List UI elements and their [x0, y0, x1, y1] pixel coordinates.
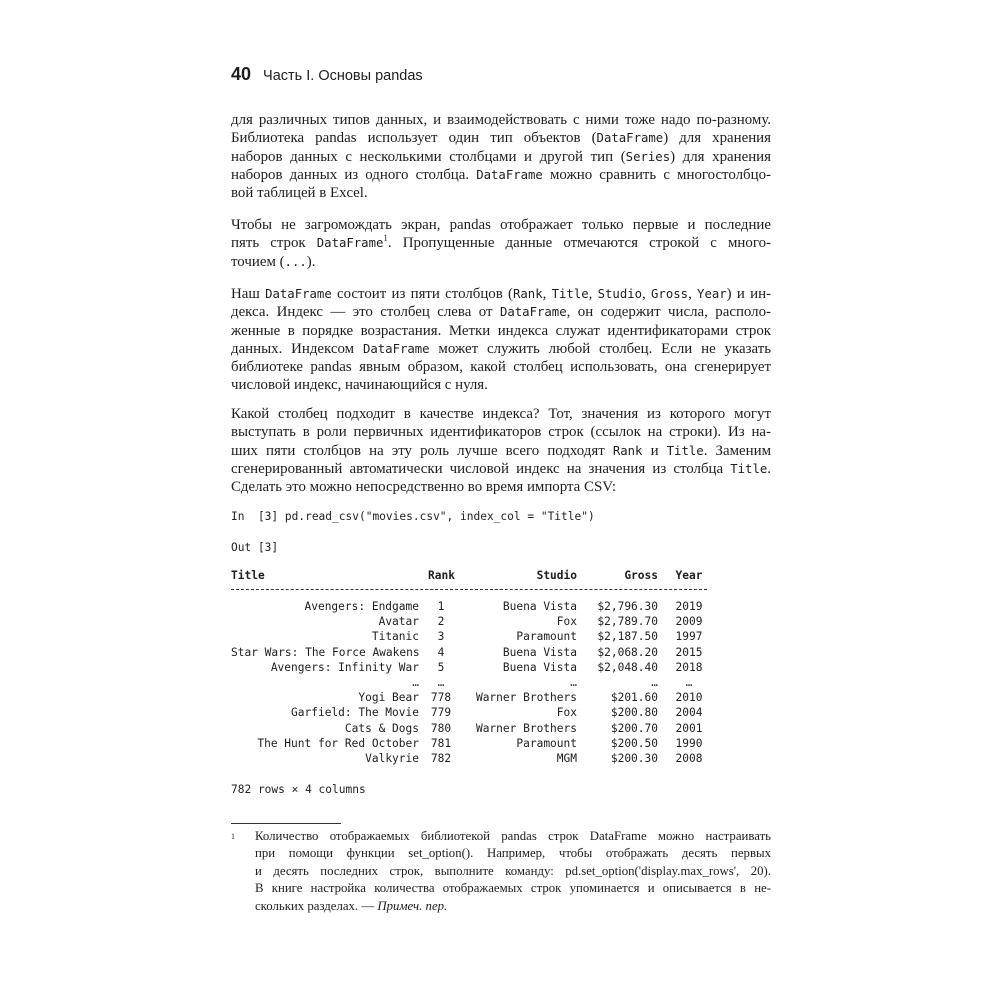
cell-studio: MGM	[556, 751, 577, 765]
text-run: В книге настройка количества отображаемых строк упоминается и описывается в не-	[255, 881, 771, 896]
cell-gross: $2,187.50	[597, 630, 658, 644]
cell-rank: 5	[437, 660, 445, 674]
text-run: ) и ин-	[726, 286, 772, 302]
cell-gross: $200.30	[610, 751, 658, 765]
paragraph-4	[231, 405, 771, 496]
column-header-studio: Studio	[536, 569, 577, 582]
table-rows-top	[231, 600, 711, 676]
inline-code: DataFrame	[265, 287, 332, 301]
cell-gross: $200.80	[610, 706, 658, 720]
cell-gross: $2,789.70	[597, 615, 658, 629]
text-run: наборов данных с несколькими столбцами и другой тип (	[231, 148, 626, 165]
cell-studio: Fox	[556, 706, 577, 720]
inline-code: Title	[730, 461, 768, 476]
text-line	[255, 880, 771, 897]
table-row	[231, 646, 711, 661]
text-line	[231, 234, 771, 252]
cell-rank: 780	[430, 721, 452, 735]
ellipsis-row: … … … … …	[412, 675, 693, 689]
text-line	[231, 340, 771, 358]
text-line	[231, 303, 771, 321]
cell-title: Titanic	[371, 630, 419, 644]
text-line	[231, 285, 771, 303]
text-run: состоит из пяти столбцов (	[331, 286, 513, 302]
text-run: Какой столбец подходит в качестве индекса? Тот, значения из которого могут	[231, 406, 771, 422]
table-row	[231, 706, 711, 721]
text-line	[231, 442, 771, 460]
text-run: . Пропущенные данные отмечаются строкой с много-	[387, 235, 771, 252]
text-run: Количество отображаемых библиотекой pandas строк DataFrame можно настраивать	[255, 829, 771, 843]
inline-code: Year	[697, 287, 727, 301]
cell-rank: 779	[430, 706, 452, 720]
text-run: Сделать это можно непосредственно во время импорта CSV:	[231, 479, 617, 496]
text-run: числовой индекс, начинающийся с нуля.	[231, 377, 488, 394]
text-line	[231, 129, 771, 147]
text-run: вой таблицей в Excel.	[231, 185, 368, 202]
cell-year: 2015	[675, 645, 703, 659]
cell-year: 2004	[675, 706, 703, 720]
cell-studio: Buena Vista	[502, 660, 577, 674]
text-run: библиотеке pandas явным образом, какой столбец использовать, она сгенерирует	[231, 359, 771, 376]
cell-year: 2010	[675, 691, 703, 705]
footnote-ref: 1	[383, 233, 388, 244]
cell-studio: Paramount	[516, 736, 577, 750]
cell-title: Garfield: The Movie	[291, 706, 419, 720]
cell-studio: Warner Brothers	[475, 691, 577, 705]
text-line	[231, 322, 771, 340]
text-run: , он содержит числа, располо-	[566, 304, 772, 321]
cell-gross: $2,048.40	[597, 660, 658, 674]
text-line	[231, 148, 771, 166]
text-run: декса. Индекс — это столбец слева от	[231, 304, 500, 321]
text-run: ,	[588, 286, 598, 302]
text-line	[255, 845, 771, 862]
table-row	[231, 737, 711, 752]
inline-code: Title	[666, 443, 704, 458]
cell-rank: 2	[437, 615, 445, 629]
text-line	[231, 166, 771, 184]
inline-code: Studio	[597, 287, 643, 301]
text-line	[231, 216, 771, 234]
text-run: ,	[642, 286, 652, 302]
footnote-text	[255, 828, 771, 915]
inline-code: DataFrame	[362, 341, 430, 356]
paragraph-3	[231, 285, 771, 395]
table-row	[231, 615, 711, 630]
cell-rank: 778	[430, 691, 452, 705]
text-line	[231, 405, 771, 423]
cell-gross: $200.70	[610, 721, 658, 735]
text-line	[231, 358, 771, 376]
cell-year: 1997	[675, 630, 703, 644]
text-run: ,	[542, 286, 552, 302]
text-line	[231, 478, 771, 496]
cell-gross: $201.60	[610, 691, 658, 705]
cell-studio: Paramount	[516, 630, 577, 644]
cell-studio: Warner Brothers	[475, 721, 577, 735]
text-run: скольких разделах. —	[255, 898, 378, 913]
text-run: пять строк	[231, 235, 317, 252]
chapter-title: Часть I. Основы pandas	[263, 68, 423, 84]
cell-rank: 781	[430, 736, 452, 750]
inline-code: Rank	[612, 443, 643, 458]
cell-gross: $200.50	[610, 736, 658, 750]
text-line	[231, 376, 771, 394]
cell-title: Star Wars: The Force Awakens	[231, 645, 420, 659]
text-run: ) для хранения	[670, 148, 772, 165]
cell-title: Avengers: Endgame	[304, 600, 419, 613]
cell-rank: 1	[437, 600, 445, 613]
italic-text: Примеч. пер.	[377, 898, 448, 913]
text-run: может служить любой столбец. Если не указать	[429, 340, 771, 357]
text-line	[255, 863, 771, 880]
text-run: Чтобы не загромождать экран, pandas отображает только первые и последние	[231, 217, 771, 233]
inline-code: Series	[625, 149, 671, 164]
text-run: выступать в роли первичных идентификаторов строк (ссылок на строки). Из на-	[231, 424, 771, 441]
cell-title: The Hunt for Red October	[257, 736, 419, 750]
cell-rank: 3	[437, 630, 445, 644]
text-run: ,	[688, 286, 698, 302]
text-run: и десять последних строк, выполните команду: pd.set_option('display.max_rows', 20).	[255, 863, 771, 878]
text-run: Библиотека pandas использует один тип объектов (	[231, 130, 597, 147]
inline-code: Rank	[513, 287, 543, 301]
text-run: ) для хранения	[663, 130, 772, 147]
cell-rank: 782	[430, 751, 452, 765]
text-run: и	[642, 442, 667, 459]
cell-title: Avengers: Infinity War	[270, 660, 419, 674]
table-row	[231, 691, 711, 706]
cell-title: Yogi Bear	[358, 691, 419, 705]
cell-studio: Buena Vista	[502, 600, 577, 613]
text-run: можно сравнить с многостолбцо-	[542, 166, 771, 183]
text-run: точием (	[231, 253, 285, 270]
cell-gross: $2,796.30	[597, 600, 658, 613]
footnote-marker: 1	[231, 832, 235, 841]
inline-code: Title	[551, 287, 589, 301]
code-input-line: In [3] pd.read_csv("movies.csv", index_col = "Title")	[231, 510, 595, 523]
cell-year: 1990	[675, 736, 703, 750]
cell-gross: $2,068.20	[597, 645, 658, 659]
header-separator	[231, 589, 707, 598]
cell-year: 2009	[675, 615, 703, 629]
text-run: .	[767, 460, 771, 477]
inline-code: DataFrame	[316, 236, 384, 251]
column-header-gross: Gross	[624, 569, 658, 582]
cell-year: 2001	[675, 721, 703, 735]
inline-code: Gross	[651, 287, 689, 301]
table-row	[231, 722, 711, 737]
column-header-year: Year	[675, 569, 703, 582]
table-row	[231, 661, 711, 676]
text-run: ).	[306, 253, 316, 270]
inline-code: ...	[284, 254, 307, 269]
cell-year: 2018	[675, 660, 703, 674]
text-run: наборов данных из одного столбца.	[231, 166, 477, 183]
table-row	[231, 752, 711, 767]
table-rows-bottom	[231, 691, 711, 767]
text-run: сгенерированный автоматически числовой индекс на значения из столбца	[231, 460, 731, 477]
text-run: женные в порядке возрастания. Метки индекса служат идентификаторами строк	[231, 322, 771, 339]
text-line	[255, 828, 771, 845]
table-header-row	[231, 569, 711, 586]
text-line	[231, 423, 771, 441]
text-line	[231, 111, 771, 129]
paragraph-2	[231, 216, 771, 271]
cell-rank: 4	[437, 645, 445, 659]
cell-title: Avatar	[378, 615, 419, 629]
column-header-title: Title	[231, 569, 265, 582]
text-run: для различных типов данных, и взаимодействовать с ними тоже надо по-разному.	[231, 112, 771, 128]
running-header	[231, 64, 423, 88]
text-run: данных. Индексом	[231, 340, 363, 357]
text-run: при помощи функции set_option(). Например, чтобы отображать десять первых	[255, 846, 771, 861]
text-line	[231, 460, 771, 478]
inline-code: DataFrame	[476, 167, 543, 182]
cell-studio: Fox	[556, 615, 577, 629]
text-line	[231, 253, 771, 271]
dataframe-output	[231, 569, 711, 767]
cell-year: 2019	[675, 600, 703, 613]
inline-code: DataFrame	[596, 131, 664, 146]
column-header-rank: Rank	[428, 569, 455, 582]
text-run: Наш	[231, 286, 266, 302]
text-line	[255, 898, 771, 915]
cell-title: Valkyrie	[365, 751, 419, 765]
inline-code: DataFrame	[499, 305, 567, 320]
text-line	[231, 184, 771, 202]
footnote-rule	[231, 823, 341, 824]
cell-year: 2008	[675, 751, 703, 765]
cell-studio: Buena Vista	[502, 645, 577, 659]
paragraph-1	[231, 111, 771, 202]
table-row	[231, 630, 711, 645]
cell-title: Cats & Dogs	[344, 721, 419, 735]
dataframe-shape: 782 rows × 4 columns	[231, 783, 366, 796]
code-output-label: Out [3]	[231, 541, 279, 554]
text-run: ших пяти столбцов на эту роль лучше всего подходят	[231, 442, 613, 459]
text-run: . Заменим	[703, 442, 771, 459]
table-row	[231, 600, 711, 615]
page-number: 40	[231, 64, 252, 84]
